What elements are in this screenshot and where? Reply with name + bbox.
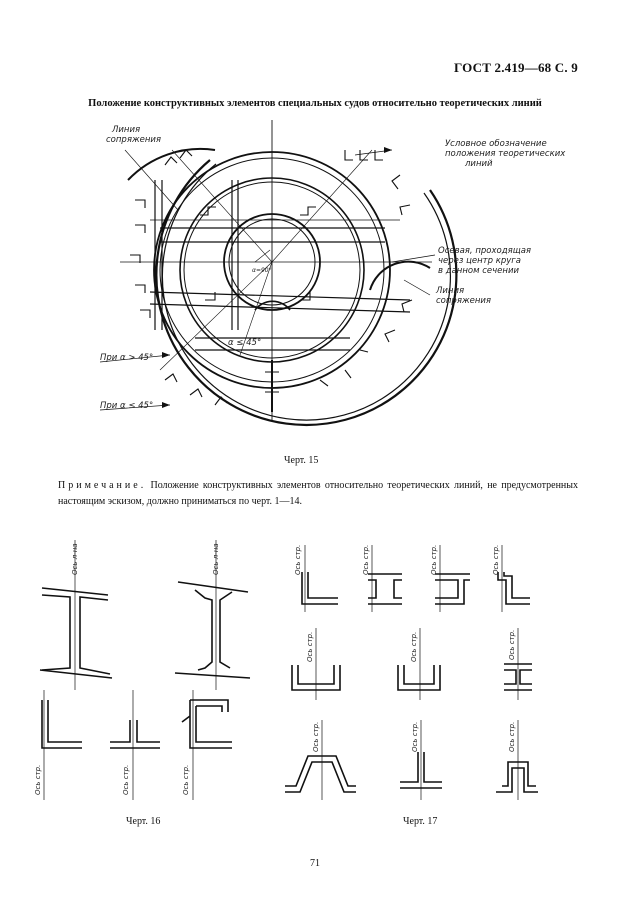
label-conventional-3: линий [465, 159, 493, 169]
label-alpha-le: При α ≤ 45° [100, 401, 154, 411]
label-alpha-gt: При α > 45° [100, 353, 154, 363]
label-alpha-center: α ≤ 45° [228, 338, 262, 348]
axis-label-bulb: Ось л-на [212, 543, 220, 575]
note-head: Примечание. [58, 480, 147, 491]
axis-label-zed: Ось стр. [182, 764, 190, 795]
axis-label-17-5: Ось стр. [306, 631, 314, 662]
caption-figure-17: Черт. 17 [403, 816, 438, 827]
label-axis-1: Осевая, проходящая [438, 246, 532, 256]
axis-label-17-4: Ось стр. [492, 544, 500, 575]
label-line-join-right-1: Линия [436, 286, 465, 296]
axis-label-17-1: Ось стр. [294, 544, 302, 575]
label-conventional-2: положения теоретических [445, 149, 566, 159]
axis-label-17-8: Ось стр. [312, 721, 320, 752]
caption-figure-16: Черт. 16 [126, 816, 161, 827]
axis-label-angle: Ось стр. [34, 764, 42, 795]
note-text: Положение конструктивных элементов относительно теоретических линий, не предусмотренных настоящим эскизом, должно приниматься по черт. 1—14. [58, 480, 578, 507]
axis-label-17-2: Ось стр. [362, 544, 370, 575]
page-header: ГОСТ 2.419—68 С. 9 [453, 60, 578, 75]
label-small-angle: α=90° [252, 267, 272, 274]
label-axis-2: через центр круга [438, 256, 521, 266]
label-line-join-right-2: сопряжения [436, 296, 492, 306]
page-number: 71 [310, 858, 320, 869]
axis-label-tee: Ось стр. [122, 764, 130, 795]
axis-label-17-6: Ось стр. [410, 631, 418, 662]
label-line-join-top-1: Линия [112, 125, 141, 135]
axis-label-ibeam: Ось л-на [71, 543, 79, 575]
label-axis-3: в данном сечении [438, 266, 519, 276]
label-conventional-1: Условное обозначение [445, 139, 547, 149]
label-line-join-top-2: сопряжения [106, 135, 162, 145]
axis-label-17-7: Ось стр. [508, 629, 516, 660]
section-title: Положение конструктивных элементов специальных судов относительно теоретических линий [88, 98, 542, 109]
axis-label-17-3: Ось стр. [430, 544, 438, 575]
axis-label-17-9: Ось стр. [411, 721, 419, 752]
caption-figure-15: Черт. 15 [284, 455, 319, 466]
axis-label-17-10: Ось стр. [508, 721, 516, 752]
